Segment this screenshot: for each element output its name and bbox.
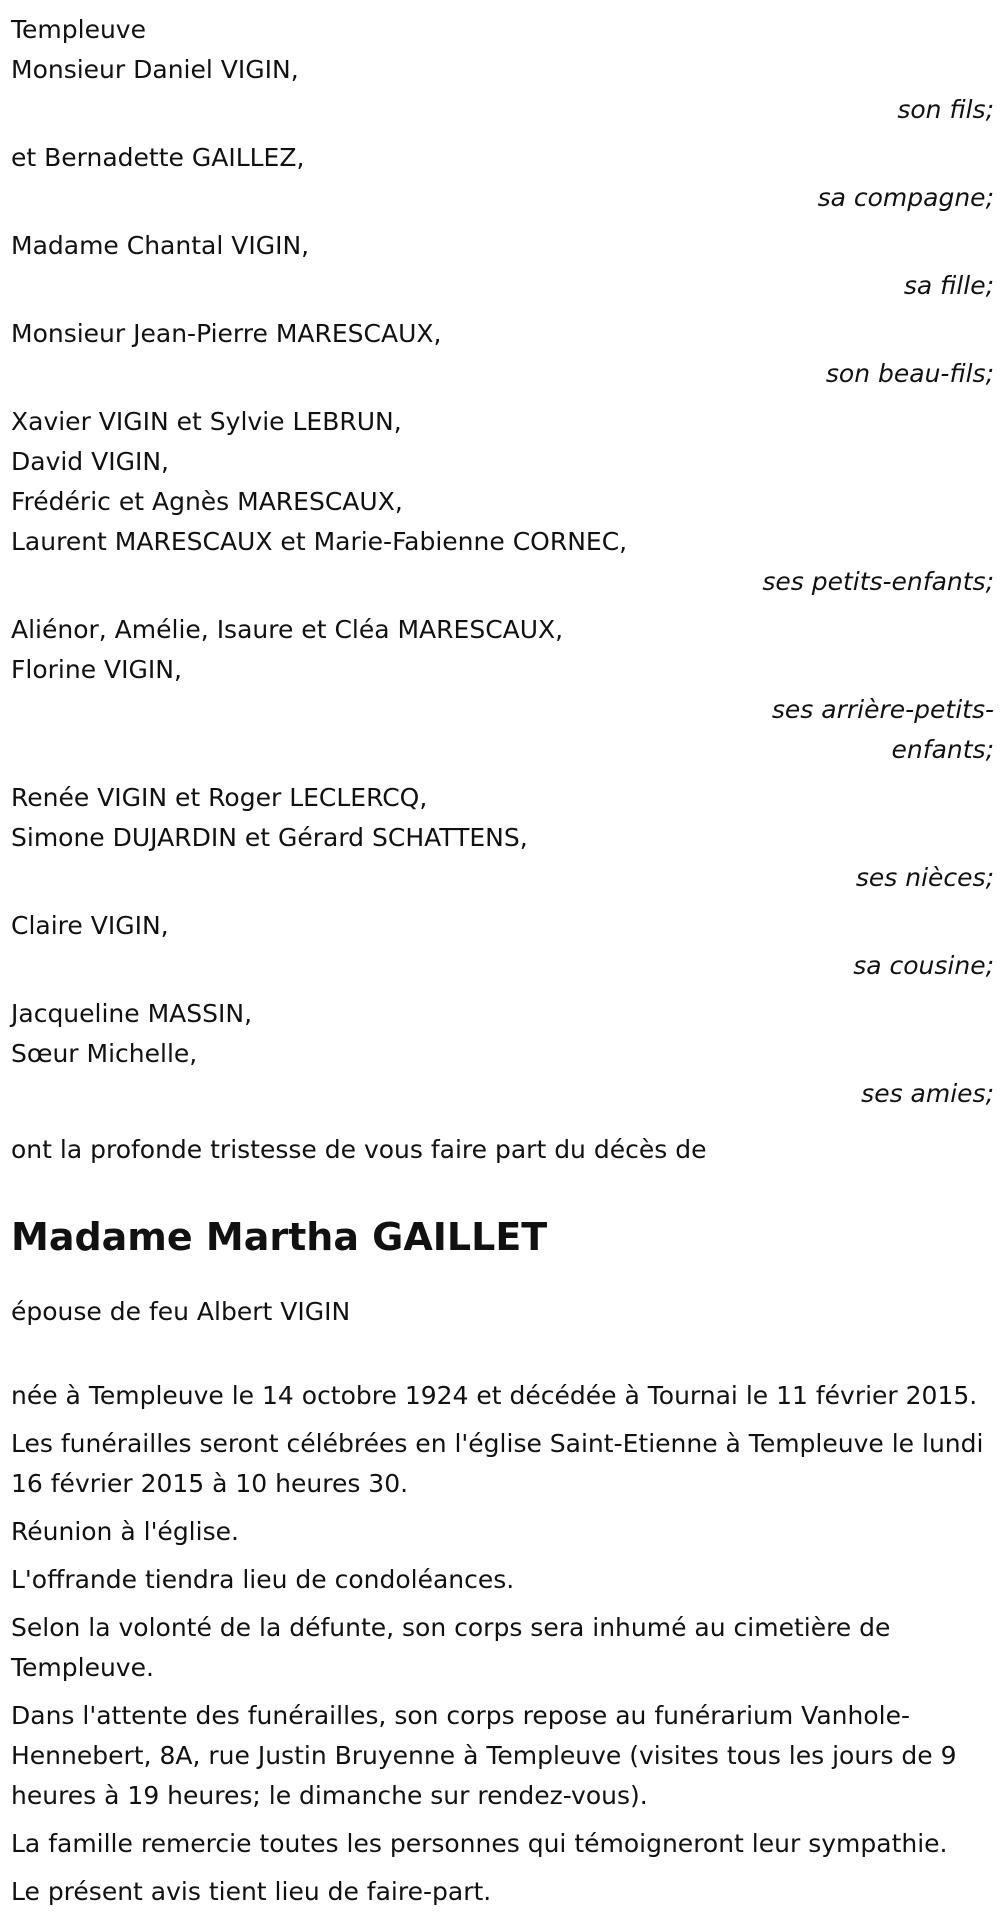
offering-paragraph: L'offrande tiendra lieu de condoléances. xyxy=(11,1565,515,1594)
birth-death-paragraph: née à Templeuve le 14 octobre 1924 et décédée à Tournai le 11 février 2015. xyxy=(11,1381,978,1410)
family-group-partner xyxy=(11,138,994,218)
family-member-name: Florine VIGIN, xyxy=(11,655,182,684)
family-group-grandchildren xyxy=(11,402,994,602)
funeral-paragraph: Les funérailles seront célébrées en l'église Saint-Etienne à Templeuve le lundi 16 février 2015 à 10 heures 30. xyxy=(11,1429,984,1498)
family-member-name: Madame Chantal VIGIN, xyxy=(11,231,310,260)
family-group-nieces xyxy=(11,778,994,898)
thanks-paragraph: La famille remercie toutes les personnes qui témoigneront leur sympathie. xyxy=(11,1829,948,1858)
family-group-friends xyxy=(11,994,994,1114)
family-member-name: Xavier VIGIN et Sylvie LEBRUN, xyxy=(11,407,402,436)
family-relation: ses petits-enfants; xyxy=(762,567,994,596)
family-group-great-grandchildren xyxy=(11,610,994,770)
family-relation: sa cousine; xyxy=(853,951,994,980)
family-member-name: Sœur Michelle, xyxy=(11,1039,198,1068)
place-heading: Templeuve xyxy=(11,15,146,44)
family-relation: ses arrière-petits-enfants; xyxy=(771,695,994,764)
details-section xyxy=(11,1376,994,1912)
family-relation: ses nièces; xyxy=(855,863,994,892)
family-member-name: Aliénor, Amélie, Isaure et Cléa MARESCAUX, xyxy=(11,615,564,644)
announcement-intro: ont la profonde tristesse de vous faire part du décès de xyxy=(11,1135,707,1164)
family-group-son-in-law xyxy=(11,314,994,394)
obituary-content xyxy=(11,10,994,1912)
family-relation: son fils; xyxy=(897,95,994,124)
family-group-cousin xyxy=(11,906,994,986)
family-relation: son beau-fils; xyxy=(825,359,994,388)
family-member-name: Frédéric et Agnès MARESCAUX, xyxy=(11,487,403,516)
family-group-son xyxy=(11,50,994,130)
notice-paragraph: Le présent avis tient lieu de faire-part. xyxy=(11,1877,492,1906)
family-member-name: Monsieur Jean-Pierre MARESCAUX, xyxy=(11,319,442,348)
family-relation: ses amies; xyxy=(861,1079,994,1108)
family-member-name: Claire VIGIN, xyxy=(11,911,169,940)
burial-paragraph: Selon la volonté de la défunte, son corps sera inhumé au cimetière de Templeuve. xyxy=(11,1613,891,1682)
family-member-name: Jacqueline MASSIN, xyxy=(11,999,253,1028)
family-member-name: Laurent MARESCAUX et Marie-Fabienne CORNEC, xyxy=(11,527,628,556)
family-member-name: Simone DUJARDIN et Gérard SCHATTENS, xyxy=(11,823,528,852)
deceased-name: Madame Martha GAILLET xyxy=(11,1215,548,1259)
family-member-name: Monsieur Daniel VIGIN, xyxy=(11,55,299,84)
spouse-line: épouse de feu Albert VIGIN xyxy=(11,1297,351,1326)
family-relation: sa compagne; xyxy=(817,183,994,212)
family-member-name: et Bernadette GAILLEZ, xyxy=(11,143,305,172)
meeting-paragraph: Réunion à l'église. xyxy=(11,1517,239,1546)
family-member-name: Renée VIGIN et Roger LECLERCQ, xyxy=(11,783,428,812)
family-group-daughter xyxy=(11,226,994,306)
family-relation: sa fille; xyxy=(903,271,994,300)
family-member-name: David VIGIN, xyxy=(11,447,169,476)
funerarium-paragraph: Dans l'attente des funérailles, son corps repose au funérarium Vanhole-Hennebert, 8A, rue Justin Bruyenne à Templeuve (visites tous les jours de 9 heures à 19 heures; le dimanche sur rendez-vous). xyxy=(11,1701,957,1810)
family-list xyxy=(11,50,994,1114)
